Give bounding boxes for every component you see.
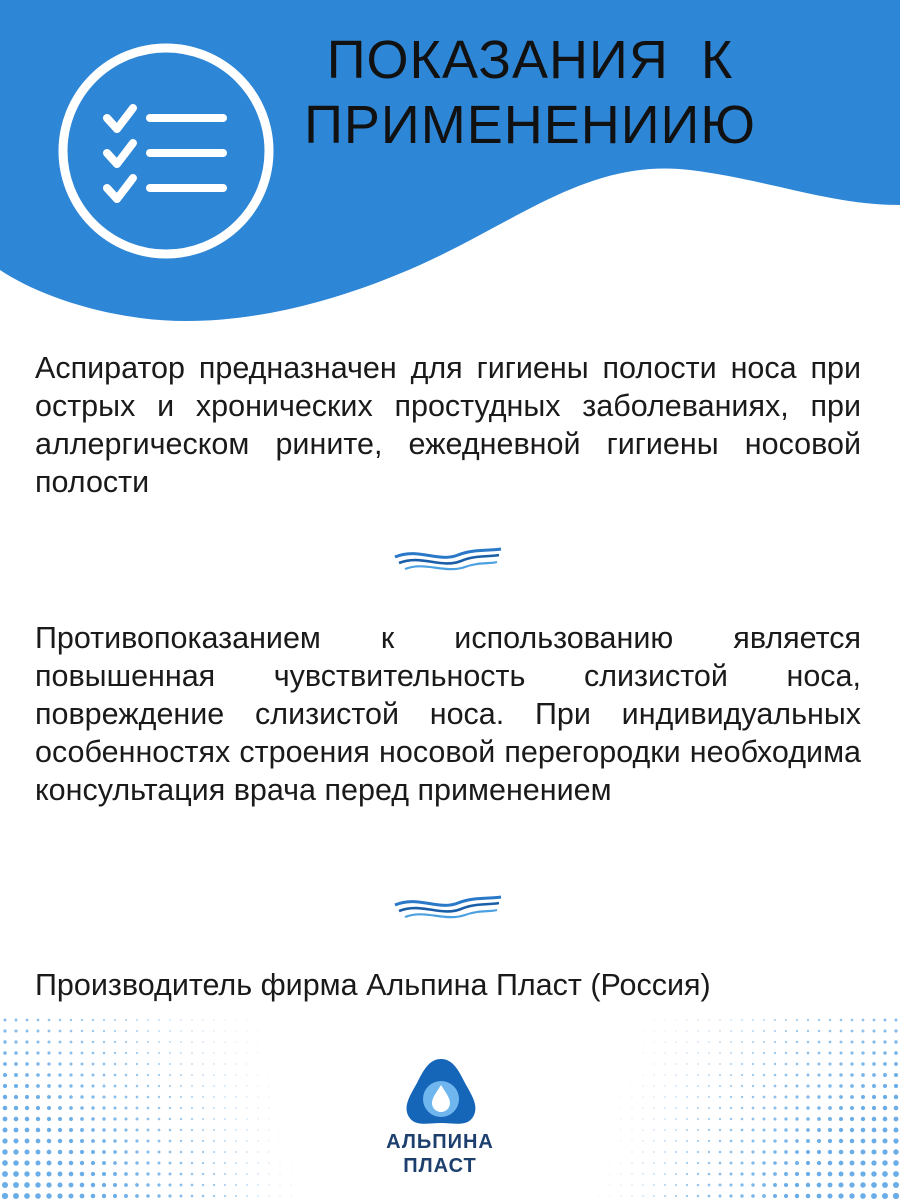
wave-divider-icon bbox=[393, 545, 503, 575]
indications-paragraph: Аспиратор предназначен для гигиены полости носа при острых и хронических простудных заболеваниях, при аллергическом рините, ежедневной гигиены носовой полости bbox=[35, 351, 861, 499]
wave-divider-icon bbox=[393, 893, 503, 923]
page-title-line-1: ПОКАЗАНИЯ К bbox=[326, 30, 734, 90]
contraindications-paragraph: Противопоказанием к использованию является повышенная чувствительность слизистой носа, повреждение слизистой носа. При индивидуальных особенностях строения носовой перегородки необходима консультация врача перед применением bbox=[35, 621, 861, 807]
page-title-line-2: ПРИМЕНЕНИИЮ bbox=[304, 95, 756, 155]
logo-text-line-2: ПЛАСТ bbox=[403, 1155, 477, 1177]
logo-text-line-1: АЛЬПИНА bbox=[386, 1131, 494, 1153]
alpina-plast-logo-icon bbox=[403, 1057, 479, 1127]
manufacturer-paragraph: Производитель фирма Альпина Пласт (Россия) bbox=[35, 968, 711, 1002]
checklist-icon bbox=[55, 40, 277, 262]
